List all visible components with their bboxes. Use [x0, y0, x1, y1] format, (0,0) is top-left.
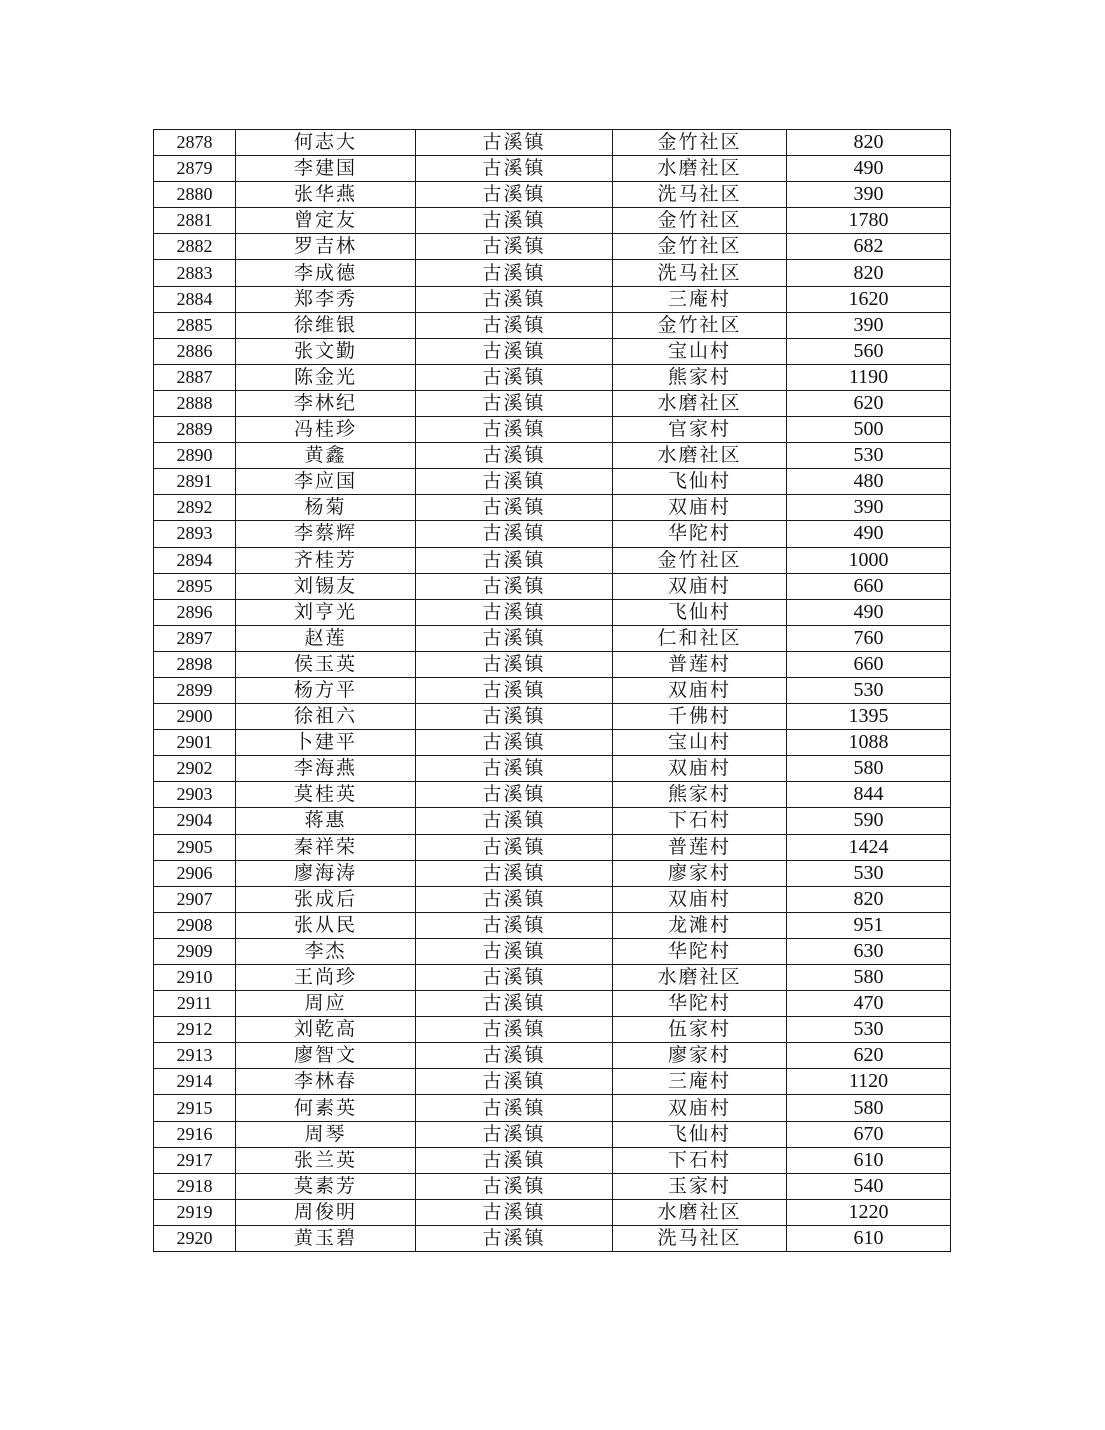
town-name: 古溪镇 [416, 1147, 613, 1173]
village-name: 宝山村 [613, 338, 787, 364]
table-row [154, 286, 951, 312]
row-number: 2909 [154, 938, 236, 964]
town-name: 古溪镇 [416, 521, 613, 547]
person-name: 刘锡友 [236, 573, 416, 599]
row-number: 2915 [154, 1095, 236, 1121]
amount-value: 660 [787, 573, 951, 599]
town-name: 古溪镇 [416, 808, 613, 834]
table-row [154, 886, 951, 912]
amount-value: 580 [787, 965, 951, 991]
amount-value: 490 [787, 521, 951, 547]
town-name: 古溪镇 [416, 573, 613, 599]
row-number: 2886 [154, 338, 236, 364]
table-row [154, 704, 951, 730]
person-name: 张从民 [236, 912, 416, 938]
table-row [154, 912, 951, 938]
person-name: 李应国 [236, 469, 416, 495]
table-row [154, 469, 951, 495]
person-name: 何志大 [236, 130, 416, 156]
town-name: 古溪镇 [416, 208, 613, 234]
row-number: 2887 [154, 364, 236, 390]
table-row [154, 1225, 951, 1251]
table-row [154, 1173, 951, 1199]
table-row [154, 234, 951, 260]
person-name: 蒋惠 [236, 808, 416, 834]
row-number: 2891 [154, 469, 236, 495]
table-row [154, 625, 951, 651]
town-name: 古溪镇 [416, 443, 613, 469]
person-name: 廖海涛 [236, 860, 416, 886]
village-name: 三庵村 [613, 1069, 787, 1095]
table-row [154, 312, 951, 338]
table-row [154, 390, 951, 416]
person-name: 李海燕 [236, 756, 416, 782]
person-name: 李林纪 [236, 390, 416, 416]
person-name: 廖智文 [236, 1043, 416, 1069]
row-number: 2896 [154, 599, 236, 625]
row-number: 2913 [154, 1043, 236, 1069]
amount-value: 1780 [787, 208, 951, 234]
amount-value: 670 [787, 1121, 951, 1147]
row-number: 2882 [154, 234, 236, 260]
table-row [154, 991, 951, 1017]
village-name: 熊家村 [613, 364, 787, 390]
amount-value: 660 [787, 651, 951, 677]
village-name: 金竹社区 [613, 547, 787, 573]
amount-value: 620 [787, 1043, 951, 1069]
village-name: 水磨社区 [613, 390, 787, 416]
town-name: 古溪镇 [416, 286, 613, 312]
amount-value: 530 [787, 860, 951, 886]
amount-value: 630 [787, 938, 951, 964]
person-name: 李建国 [236, 156, 416, 182]
town-name: 古溪镇 [416, 782, 613, 808]
table-row [154, 260, 951, 286]
roster-table-body [154, 130, 951, 1252]
person-name: 郑李秀 [236, 286, 416, 312]
amount-value: 951 [787, 912, 951, 938]
row-number: 2884 [154, 286, 236, 312]
town-name: 古溪镇 [416, 260, 613, 286]
table-row [154, 965, 951, 991]
person-name: 何素英 [236, 1095, 416, 1121]
town-name: 古溪镇 [416, 938, 613, 964]
table-row [154, 938, 951, 964]
person-name: 李林春 [236, 1069, 416, 1095]
person-name: 赵莲 [236, 625, 416, 651]
row-number: 2897 [154, 625, 236, 651]
town-name: 古溪镇 [416, 130, 613, 156]
row-number: 2908 [154, 912, 236, 938]
town-name: 古溪镇 [416, 965, 613, 991]
village-name: 华陀村 [613, 938, 787, 964]
amount-value: 1220 [787, 1199, 951, 1225]
row-number: 2893 [154, 521, 236, 547]
row-number: 2919 [154, 1199, 236, 1225]
town-name: 古溪镇 [416, 756, 613, 782]
town-name: 古溪镇 [416, 1043, 613, 1069]
amount-value: 390 [787, 312, 951, 338]
person-name: 徐祖六 [236, 704, 416, 730]
town-name: 古溪镇 [416, 1121, 613, 1147]
person-name: 周应 [236, 991, 416, 1017]
table-row [154, 156, 951, 182]
row-number: 2881 [154, 208, 236, 234]
town-name: 古溪镇 [416, 1017, 613, 1043]
town-name: 古溪镇 [416, 834, 613, 860]
row-number: 2902 [154, 756, 236, 782]
person-name: 徐维银 [236, 312, 416, 338]
village-name: 双庙村 [613, 756, 787, 782]
table-row [154, 443, 951, 469]
village-name: 官家村 [613, 417, 787, 443]
amount-value: 1000 [787, 547, 951, 573]
person-name: 李杰 [236, 938, 416, 964]
amount-value: 530 [787, 443, 951, 469]
row-number: 2879 [154, 156, 236, 182]
row-number: 2883 [154, 260, 236, 286]
person-name: 周俊明 [236, 1199, 416, 1225]
village-name: 廖家村 [613, 1043, 787, 1069]
village-name: 普莲村 [613, 651, 787, 677]
amount-value: 1190 [787, 364, 951, 390]
amount-value: 1088 [787, 730, 951, 756]
row-number: 2917 [154, 1147, 236, 1173]
row-number: 2894 [154, 547, 236, 573]
village-name: 双庙村 [613, 495, 787, 521]
amount-value: 610 [787, 1225, 951, 1251]
town-name: 古溪镇 [416, 364, 613, 390]
row-number: 2916 [154, 1121, 236, 1147]
village-name: 洗马社区 [613, 260, 787, 286]
row-number: 2904 [154, 808, 236, 834]
amount-value: 390 [787, 495, 951, 521]
row-number: 2910 [154, 965, 236, 991]
person-name: 秦祥荣 [236, 834, 416, 860]
amount-value: 1620 [787, 286, 951, 312]
village-name: 熊家村 [613, 782, 787, 808]
amount-value: 490 [787, 156, 951, 182]
village-name: 洗马社区 [613, 182, 787, 208]
town-name: 古溪镇 [416, 182, 613, 208]
row-number: 2898 [154, 651, 236, 677]
table-row [154, 756, 951, 782]
table-row [154, 338, 951, 364]
table-row [154, 730, 951, 756]
amount-value: 480 [787, 469, 951, 495]
village-name: 下石村 [613, 1147, 787, 1173]
person-name: 李成德 [236, 260, 416, 286]
town-name: 古溪镇 [416, 730, 613, 756]
amount-value: 844 [787, 782, 951, 808]
table-row [154, 677, 951, 703]
row-number: 2885 [154, 312, 236, 338]
village-name: 千佛村 [613, 704, 787, 730]
town-name: 古溪镇 [416, 156, 613, 182]
village-name: 廖家村 [613, 860, 787, 886]
amount-value: 610 [787, 1147, 951, 1173]
town-name: 古溪镇 [416, 1069, 613, 1095]
row-number: 2901 [154, 730, 236, 756]
table-row [154, 808, 951, 834]
town-name: 古溪镇 [416, 495, 613, 521]
person-name: 杨菊 [236, 495, 416, 521]
person-name: 李蔡辉 [236, 521, 416, 547]
town-name: 古溪镇 [416, 234, 613, 260]
town-name: 古溪镇 [416, 625, 613, 651]
table-row [154, 782, 951, 808]
table-row [154, 1069, 951, 1095]
person-name: 周琴 [236, 1121, 416, 1147]
person-name: 刘乾高 [236, 1017, 416, 1043]
village-name: 金竹社区 [613, 234, 787, 260]
table-row [154, 182, 951, 208]
town-name: 古溪镇 [416, 599, 613, 625]
table-row [154, 1121, 951, 1147]
village-name: 玉家村 [613, 1173, 787, 1199]
amount-value: 530 [787, 677, 951, 703]
village-name: 华陀村 [613, 521, 787, 547]
village-name: 洗马社区 [613, 1225, 787, 1251]
person-name: 齐桂芳 [236, 547, 416, 573]
village-name: 水磨社区 [613, 1199, 787, 1225]
row-number: 2918 [154, 1173, 236, 1199]
row-number: 2903 [154, 782, 236, 808]
person-name: 杨方平 [236, 677, 416, 703]
table-row [154, 1095, 951, 1121]
row-number: 2892 [154, 495, 236, 521]
row-number: 2900 [154, 704, 236, 730]
village-name: 普莲村 [613, 834, 787, 860]
row-number: 2895 [154, 573, 236, 599]
amount-value: 820 [787, 886, 951, 912]
village-name: 金竹社区 [613, 208, 787, 234]
table-row [154, 860, 951, 886]
village-name: 下石村 [613, 808, 787, 834]
village-name: 双庙村 [613, 677, 787, 703]
village-name: 伍家村 [613, 1017, 787, 1043]
table-row [154, 573, 951, 599]
table-row [154, 834, 951, 860]
person-name: 王尚珍 [236, 965, 416, 991]
person-name: 卜建平 [236, 730, 416, 756]
table-row [154, 417, 951, 443]
row-number: 2905 [154, 834, 236, 860]
table-row [154, 521, 951, 547]
amount-value: 1395 [787, 704, 951, 730]
amount-value: 530 [787, 1017, 951, 1043]
table-row [154, 599, 951, 625]
person-name: 曾定友 [236, 208, 416, 234]
village-name: 双庙村 [613, 573, 787, 599]
town-name: 古溪镇 [416, 1173, 613, 1199]
town-name: 古溪镇 [416, 547, 613, 573]
row-number: 2920 [154, 1225, 236, 1251]
table-row [154, 651, 951, 677]
row-number: 2888 [154, 390, 236, 416]
row-number: 2914 [154, 1069, 236, 1095]
town-name: 古溪镇 [416, 1225, 613, 1251]
village-name: 龙滩村 [613, 912, 787, 938]
town-name: 古溪镇 [416, 677, 613, 703]
row-number: 2907 [154, 886, 236, 912]
village-name: 金竹社区 [613, 130, 787, 156]
amount-value: 470 [787, 991, 951, 1017]
village-name: 飞仙村 [613, 1121, 787, 1147]
row-number: 2880 [154, 182, 236, 208]
town-name: 古溪镇 [416, 886, 613, 912]
amount-value: 580 [787, 1095, 951, 1121]
table-row [154, 364, 951, 390]
person-name: 罗吉林 [236, 234, 416, 260]
amount-value: 620 [787, 390, 951, 416]
village-name: 华陀村 [613, 991, 787, 1017]
amount-value: 820 [787, 130, 951, 156]
table-row [154, 547, 951, 573]
table-row [154, 1017, 951, 1043]
person-name: 黄玉碧 [236, 1225, 416, 1251]
person-name: 张文勤 [236, 338, 416, 364]
village-name: 水磨社区 [613, 443, 787, 469]
village-name: 双庙村 [613, 1095, 787, 1121]
village-name: 金竹社区 [613, 312, 787, 338]
person-name: 莫素芳 [236, 1173, 416, 1199]
person-name: 张兰英 [236, 1147, 416, 1173]
row-number: 2912 [154, 1017, 236, 1043]
table-row [154, 130, 951, 156]
table-row [154, 495, 951, 521]
person-name: 侯玉英 [236, 651, 416, 677]
town-name: 古溪镇 [416, 1199, 613, 1225]
town-name: 古溪镇 [416, 651, 613, 677]
table-row [154, 208, 951, 234]
town-name: 古溪镇 [416, 469, 613, 495]
town-name: 古溪镇 [416, 704, 613, 730]
amount-value: 540 [787, 1173, 951, 1199]
person-name: 刘亨光 [236, 599, 416, 625]
table-row [154, 1043, 951, 1069]
amount-value: 490 [787, 599, 951, 625]
person-name: 陈金光 [236, 364, 416, 390]
table-row [154, 1147, 951, 1173]
town-name: 古溪镇 [416, 390, 613, 416]
town-name: 古溪镇 [416, 338, 613, 364]
amount-value: 682 [787, 234, 951, 260]
row-number: 2889 [154, 417, 236, 443]
row-number: 2911 [154, 991, 236, 1017]
amount-value: 390 [787, 182, 951, 208]
town-name: 古溪镇 [416, 860, 613, 886]
town-name: 古溪镇 [416, 991, 613, 1017]
person-name: 冯桂珍 [236, 417, 416, 443]
person-name: 莫桂英 [236, 782, 416, 808]
amount-value: 560 [787, 338, 951, 364]
row-number: 2906 [154, 860, 236, 886]
amount-value: 760 [787, 625, 951, 651]
village-name: 宝山村 [613, 730, 787, 756]
roster-table [153, 129, 951, 1252]
town-name: 古溪镇 [416, 417, 613, 443]
town-name: 古溪镇 [416, 312, 613, 338]
person-name: 黄鑫 [236, 443, 416, 469]
town-name: 古溪镇 [416, 912, 613, 938]
row-number: 2878 [154, 130, 236, 156]
person-name: 张华燕 [236, 182, 416, 208]
village-name: 水磨社区 [613, 156, 787, 182]
amount-value: 1120 [787, 1069, 951, 1095]
village-name: 双庙村 [613, 886, 787, 912]
person-name: 张成后 [236, 886, 416, 912]
town-name: 古溪镇 [416, 1095, 613, 1121]
village-name: 飞仙村 [613, 469, 787, 495]
table-row [154, 1199, 951, 1225]
amount-value: 820 [787, 260, 951, 286]
amount-value: 500 [787, 417, 951, 443]
amount-value: 590 [787, 808, 951, 834]
village-name: 三庵村 [613, 286, 787, 312]
amount-value: 580 [787, 756, 951, 782]
village-name: 水磨社区 [613, 965, 787, 991]
village-name: 飞仙村 [613, 599, 787, 625]
village-name: 仁和社区 [613, 625, 787, 651]
row-number: 2899 [154, 677, 236, 703]
row-number: 2890 [154, 443, 236, 469]
amount-value: 1424 [787, 834, 951, 860]
